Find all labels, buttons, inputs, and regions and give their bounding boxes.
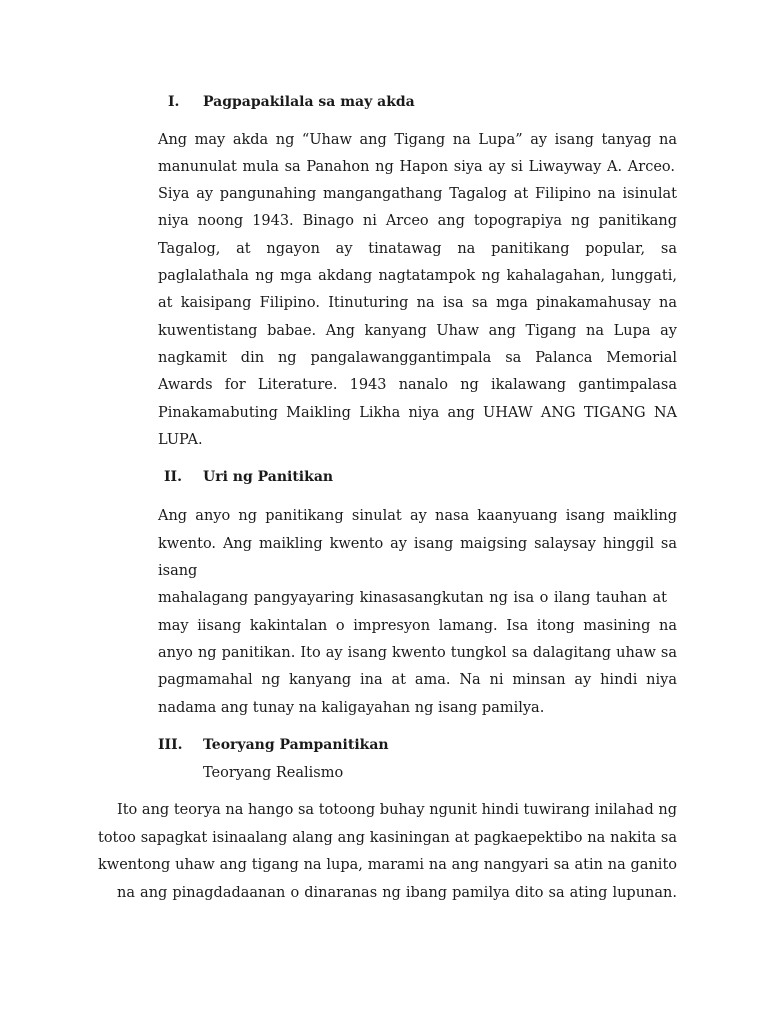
section-1-line: Awards for Literature. 1943 nanalo ng ikalawang gantimpalasa	[158, 377, 677, 393]
section-1-line: niya noong 1943. Binago ni Arceo ang topograpiya ng panitikang	[158, 213, 677, 229]
section-1-line: paglalathala ng mga akdang nagtatampok ng kahalagahan, lunggati,	[158, 268, 677, 284]
section-3-line: kwentong uhaw ang tigang na lupa, marami na ang nangyari sa atin na ganito	[98, 857, 677, 873]
section-1-number: I.	[168, 94, 180, 110]
section-1-line: manunulat mula sa Panahon ng Hapon siya ay si Liwayway A. Arceo.	[158, 159, 675, 175]
section-1-line: kuwentistang babae. Ang kanyang Uhaw ang Tigang na Lupa ay	[158, 323, 677, 339]
section-1-line: LUPA.	[158, 432, 203, 448]
section-3-number: III.	[158, 737, 183, 753]
section-2-line: Ang anyo ng panitikang sinulat ay nasa kaanyuang isang maikling	[158, 508, 677, 524]
section-2-number: II.	[164, 469, 182, 485]
section-1-line: Pinakamabuting Maikling Likha niya ang UHAW ANG TIGANG NA	[158, 405, 677, 421]
section-1-title: Pagpapakilala sa may akda	[203, 94, 415, 110]
section-2-line: nadama ang tunay na kaligayahan ng isang pamilya.	[158, 700, 545, 716]
section-2-line: may iisang kakintalan o impresyon lamang. Isa itong masining na	[158, 618, 677, 634]
section-1-line: Ang may akda ng “Uhaw ang Tigang na Lupa” ay isang tanyag na	[158, 132, 677, 148]
section-2-line: anyo ng panitikan. Ito ay isang kwento tungkol sa dalagitang uhaw sa	[158, 645, 677, 661]
section-2-line: pagmamahal ng kanyang ina at ama. Na ni minsan ay hindi niya	[158, 672, 677, 688]
section-1-line: Siya ay pangunahing mangangathang Tagalog at Filipino na isinulat	[158, 186, 677, 202]
section-3-line: totoo sapagkat isinaalang alang ang kasiningan at pagkaepektibo na nakita sa	[98, 830, 677, 846]
section-3-line: Ito ang teorya na hango sa totoong buhay ngunit hindi tuwirang inilahad ng	[117, 802, 677, 818]
section-2-line: mahalagang pangyayaring kinasasangkutan ng isa o ilang tauhan at	[158, 590, 667, 606]
section-2-line: kwento. Ang maikling kwento ay isang maigsing salaysay hinggil sa	[158, 536, 677, 552]
section-1-line: at kaisipang Filipino. Itinuturing na isa sa mga pinakamahusay na	[158, 295, 677, 311]
section-3-subtitle: Teoryang Realismo	[203, 765, 344, 781]
section-3-line: na ang pinagdadaanan o dinaranas ng ibang pamilya dito sa ating lupunan.	[117, 885, 677, 901]
section-1-heading	[168, 94, 468, 114]
section-3-heading	[158, 737, 458, 757]
section-3-title: Teoryang Pampanitikan	[203, 737, 389, 753]
section-1-line: nagkamit din ng pangalawanggantimpala sa Palanca Memorial	[158, 350, 677, 366]
section-1-line: Tagalog, at ngayon ay tinatawag na panitikang popular, sa	[158, 241, 677, 257]
section-2-line: isang	[158, 563, 198, 579]
section-2-title: Uri ng Panitikan	[203, 469, 334, 485]
section-2-heading	[164, 469, 464, 489]
